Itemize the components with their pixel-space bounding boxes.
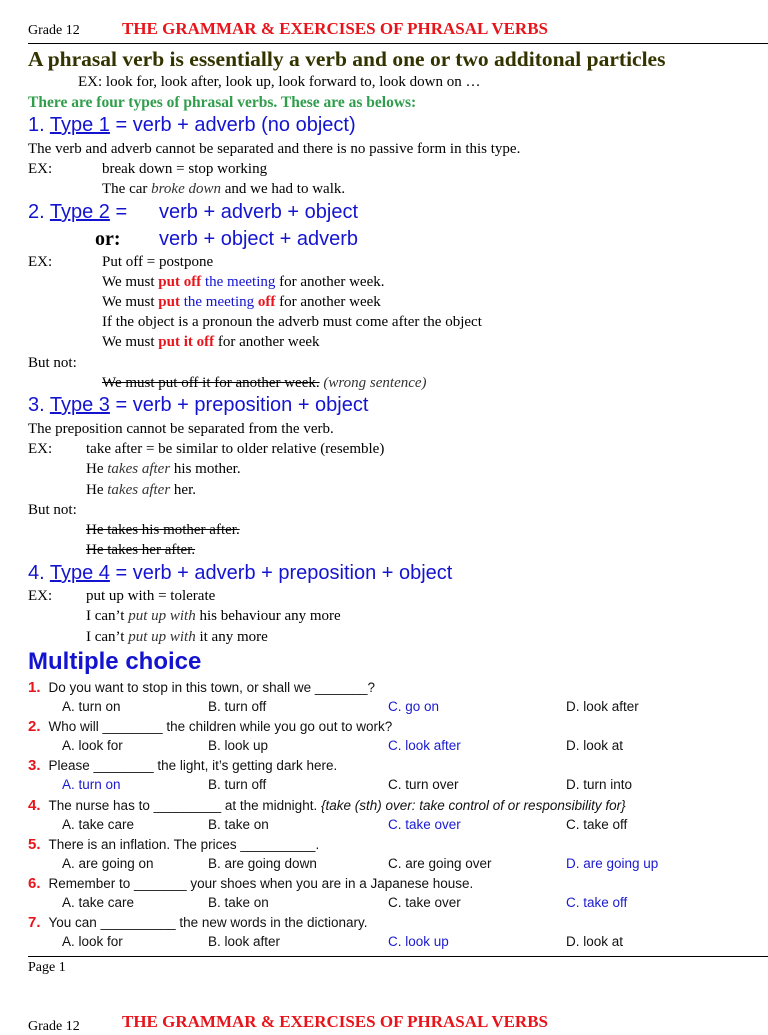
type4-ex1: put up with = tolerate — [86, 588, 216, 604]
answer-option[interactable]: B. look up — [208, 738, 269, 753]
answer-option[interactable]: B. turn off — [208, 699, 267, 714]
question-4 — [28, 797, 626, 815]
next-page-title: THE GRAMMAR & EXERCISES OF PHRASAL VERBS — [122, 1012, 549, 1031]
question-number: 1. — [28, 679, 41, 696]
question-text: The nurse has to _________ at the midnight. — [48, 798, 321, 813]
type2-ex4: We must put it off for another week — [102, 334, 320, 350]
answer-option[interactable]: B. turn off — [208, 777, 267, 792]
question-text: There is an inflation. The prices __________. — [48, 837, 320, 852]
type3-desc: The preposition cannot be separated from the verb. — [28, 421, 334, 437]
question-6 — [28, 875, 473, 893]
type1-ex2: The car broke down and we had to walk. — [102, 181, 346, 197]
question-number: 4. — [28, 797, 41, 814]
answer-option[interactable]: D. look at — [566, 738, 624, 753]
answer-option[interactable]: B. take on — [208, 895, 269, 910]
question-3 — [28, 757, 337, 775]
question-5 — [28, 836, 319, 854]
answer-option[interactable]: A. take care — [62, 817, 135, 832]
answer-option[interactable]: B. are going down — [208, 856, 317, 871]
answer-option[interactable]: D. look after — [566, 699, 639, 714]
type1-ex1: break down = stop working — [102, 161, 268, 177]
type2-ex2: We must put off the meeting for another week. — [102, 274, 385, 290]
question-number: 2. — [28, 718, 41, 735]
type3-but-not: But not: — [28, 502, 77, 518]
question-2 — [28, 718, 392, 736]
types-intro: There are four types of phrasal verbs. These are as belows: — [28, 94, 417, 111]
type3-wrong1: He takes his mother after. — [86, 522, 240, 538]
answer-option[interactable]: B. take on — [208, 817, 269, 832]
type3-ex3: He takes after her. — [86, 482, 196, 498]
answer-option[interactable]: D. are going up — [566, 856, 659, 871]
type2-formula1: verb + adverb + object — [159, 201, 359, 223]
question-number: 5. — [28, 836, 41, 853]
answer-option[interactable]: C. take off — [566, 817, 628, 832]
type3-ex1: take after = be similar to older relative (resemble) — [86, 441, 385, 457]
answer-option[interactable]: A. turn on — [62, 777, 121, 792]
intro-heading: A phrasal verb is essentially a verb and one or two additonal particles — [28, 47, 666, 71]
type4-ex3: I can’t put up with it any more — [86, 629, 268, 645]
question-note: {take (sth) over: take control of or responsibility for} — [320, 798, 626, 813]
footer-divider — [28, 956, 768, 957]
type2-wrong: We must put off it for another week. (wrong sentence) — [102, 375, 427, 391]
question-text: Please ________ the light, it’s getting dark here. — [48, 758, 338, 773]
answer-option[interactable]: C. look up — [388, 934, 449, 949]
question-text: You can __________ the new words in the dictionary. — [48, 915, 368, 930]
type4-ex-label: EX: — [28, 588, 53, 604]
answer-option[interactable]: A. turn on — [62, 699, 121, 714]
type1-ex-label: EX: — [28, 161, 53, 177]
answer-option[interactable]: A. look for — [62, 738, 123, 753]
type2-ex1: Put off = postpone — [102, 254, 214, 270]
type2-note: If the object is a pronoun the adverb must come after the object — [102, 314, 482, 330]
page-title: THE GRAMMAR & EXERCISES OF PHRASAL VERBS — [122, 19, 549, 38]
type2-or: or: — [95, 228, 121, 250]
type1-title: 1. Type 1 = verb + adverb (no object) — [28, 114, 356, 136]
answer-option[interactable]: C. take off — [566, 895, 628, 910]
type3-wrong2: He takes her after. — [86, 542, 196, 558]
type3-ex2: He takes after his mother. — [86, 461, 241, 477]
page-number: Page 1 — [28, 960, 66, 975]
answer-option[interactable]: C. turn over — [388, 777, 459, 792]
answer-option[interactable]: D. look at — [566, 934, 624, 949]
question-text: Remember to _______ your shoes when you are in a Japanese house. — [48, 876, 474, 891]
answer-option[interactable]: C. go on — [388, 699, 440, 714]
answer-option[interactable]: D. turn into — [566, 777, 633, 792]
type2-title: 2. Type 2 = — [28, 201, 128, 223]
type3-title: 3. Type 3 = verb + preposition + object — [28, 394, 369, 416]
question-text: Who will ________ the children while you go out to work? — [48, 719, 393, 734]
type2-ex-label: EX: — [28, 254, 53, 270]
intro-example: EX: look for, look after, look up, look forward to, look down on … — [78, 74, 481, 90]
answer-option[interactable]: A. are going on — [62, 856, 154, 871]
answer-option[interactable]: A. look for — [62, 934, 123, 949]
type2-formula2: verb + object + adverb — [159, 228, 359, 250]
answer-option[interactable]: C. take over — [388, 817, 461, 832]
question-number: 7. — [28, 914, 41, 931]
next-grade-label: Grade 12 — [28, 1019, 80, 1034]
question-1 — [28, 679, 375, 697]
mc-heading: Multiple choice — [28, 648, 202, 675]
answer-option[interactable]: C. take over — [388, 895, 461, 910]
question-number: 3. — [28, 757, 41, 774]
type4-ex2: I can’t put up with his behaviour any more — [86, 608, 341, 624]
answer-option[interactable]: B. look after — [208, 934, 281, 949]
header-divider — [28, 43, 768, 44]
type1-desc: The verb and adverb cannot be separated and there is no passive form in this type. — [28, 141, 521, 157]
question-text: Do you want to stop in this town, or shall we _______? — [48, 680, 375, 695]
type4-title: 4. Type 4 = verb + adverb + preposition + object — [28, 562, 453, 584]
type2-ex3: We must put the meeting off for another week — [102, 294, 381, 310]
answer-option[interactable]: A. take care — [62, 895, 135, 910]
type2-but-not: But not: — [28, 355, 77, 371]
grade-label: Grade 12 — [28, 23, 80, 38]
answer-option[interactable]: C. look after — [388, 738, 461, 753]
question-number: 6. — [28, 875, 41, 892]
answer-option[interactable]: C. are going over — [388, 856, 492, 871]
question-7 — [28, 914, 368, 932]
type3-ex-label: EX: — [28, 441, 53, 457]
